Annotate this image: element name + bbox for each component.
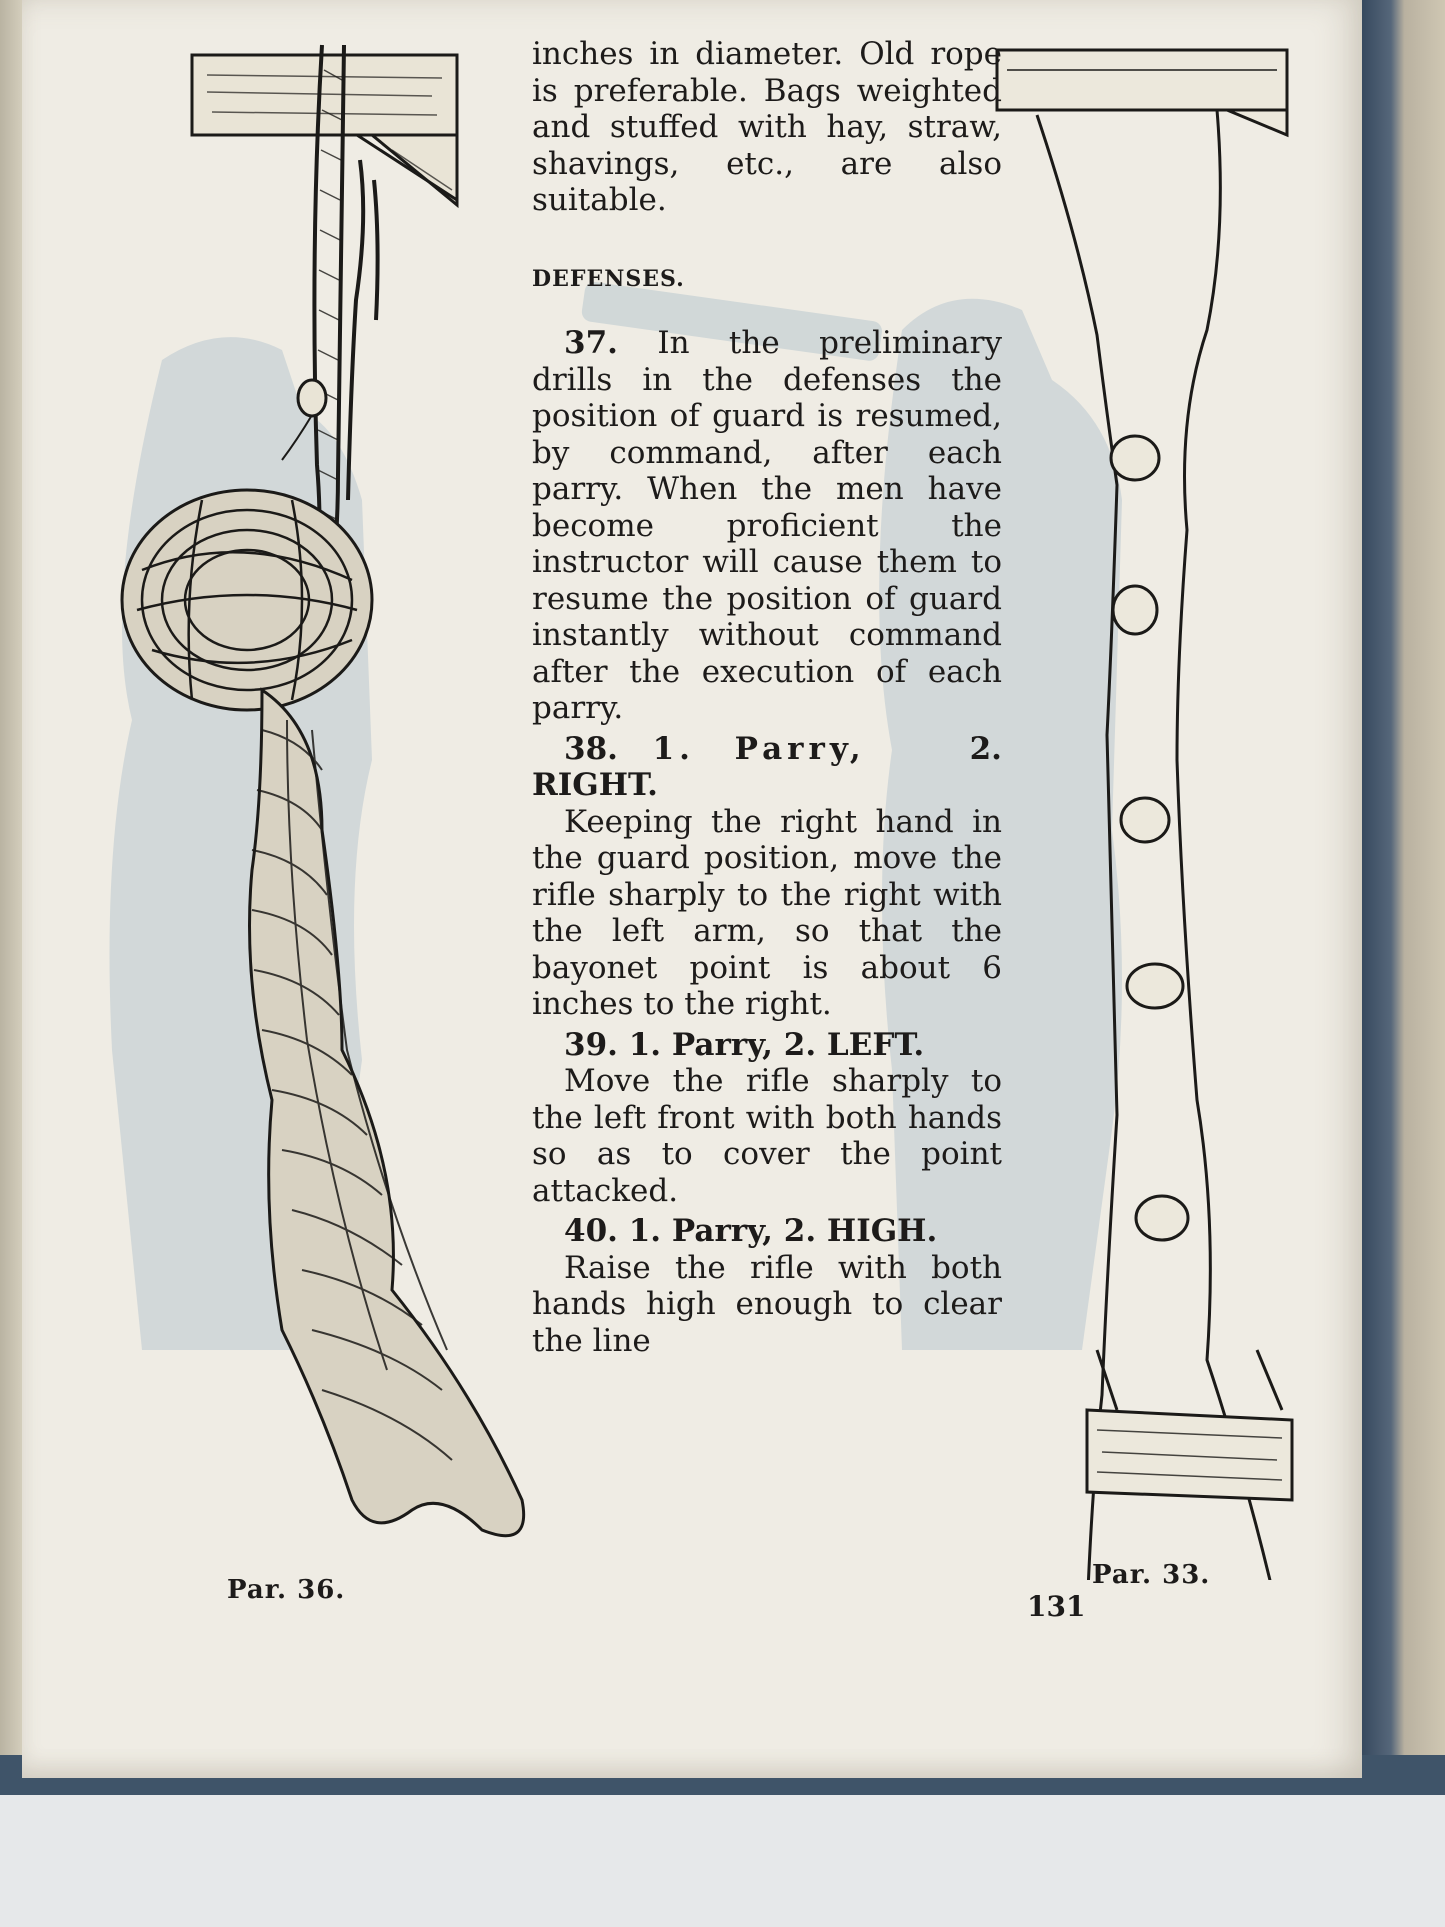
paragraph-38-number: 38. — [564, 730, 618, 767]
rope-with-knot-illustration — [112, 30, 532, 1600]
paragraph-40-number: 40. — [564, 1213, 618, 1249]
paragraph-40-command — [532, 1213, 1002, 1250]
paragraph-37-text: In the preliminary drills in the defenses the position of guard is resumed, by command, after each parry. When the men have become proficient the instructor will cause them to resume the position of guard instantly without command after the execution of each parry. — [532, 325, 1002, 726]
paragraph-37-number: 37. — [564, 325, 618, 361]
section-heading: DEFENSES. — [532, 265, 685, 292]
paragraph-40-command-text: 1. Parry, 2. HIGH. — [628, 1213, 938, 1249]
table-surface — [0, 1795, 1445, 1927]
paragraph-37 — [532, 325, 1002, 727]
paragraph-38-command-b: 2. — [969, 730, 1002, 767]
book-page — [22, 0, 1362, 1778]
paragraph-39-command-text: 1. Parry, 2. LEFT. — [628, 1026, 925, 1063]
top-paragraph: inches in diameter. Old rope is preferable. Bags weighted and stuffed with hay, straw, shavings, etc., are also suitable. — [532, 36, 1002, 218]
paragraph-38-command — [532, 731, 1002, 804]
paragraph-39-number: 39. — [564, 1026, 618, 1063]
paragraph-39-command — [532, 1027, 1002, 1064]
left-figure-caption: Par. 36. — [227, 1575, 346, 1605]
paragraph-40-text: Raise the rifle with both hands high enough to clear the line — [532, 1249, 1002, 1359]
paragraph-39-text: Move the rifle sharply to the left front with both hands so as to cover the point attacked. — [532, 1063, 1002, 1209]
page-number: 131 — [1027, 1590, 1086, 1623]
page-stack-edge — [0, 0, 24, 1790]
paragraph-38-command-a: 1. Parry, — [652, 730, 866, 767]
text-column — [532, 36, 1002, 1359]
paragraph-38-text: Keeping the right hand in the guard position, move the rifle sharply to the right with the left arm, so that the bayonet point is about 6 inches to the right. — [532, 803, 1002, 1022]
paragraph-38-command-c: RIGHT. — [532, 767, 658, 803]
right-figure-caption: Par. 33. — [1092, 1560, 1211, 1590]
book-cover-right — [1355, 0, 1445, 1790]
rope-ladder-illustration — [987, 40, 1307, 1580]
